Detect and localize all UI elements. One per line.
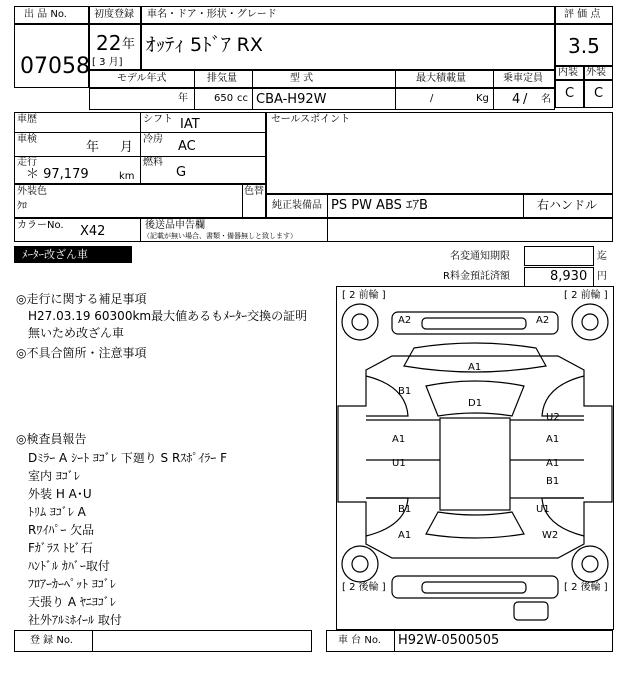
registration-number-divider: [92, 630, 93, 652]
recycle-fee-value: 8,930: [550, 269, 588, 284]
damage-mark: U1: [392, 458, 406, 469]
name-change-deadline-box: [524, 246, 594, 266]
front-bumper-inner: [422, 318, 526, 329]
report-line: Fｶﾞﾗｽ ﾄﾋﾞ石: [28, 541, 93, 555]
exterior-color-value: ｸﾛ: [17, 201, 27, 212]
damage-mark: B1: [398, 386, 412, 397]
exterior-value: C: [594, 86, 604, 101]
spec-divider: [493, 70, 494, 110]
damage-mark: A1: [398, 530, 412, 541]
rear-bumper: [392, 576, 558, 598]
first-registration-year-unit: 年: [122, 37, 136, 52]
front-bumper: [392, 312, 558, 334]
exterior-color-label: 外装色: [17, 186, 47, 197]
corner-label-rear-left: [ 2 後輪 ]: [342, 582, 386, 593]
rear-window: [426, 512, 524, 538]
exterior-color-box: [14, 184, 266, 218]
capacity-suffix: 名: [541, 94, 551, 105]
first-registration-label: 初度登録: [94, 9, 134, 20]
report-line: 天張り A ﾔﾆﾖｺﾞﾚ: [28, 595, 116, 609]
registration-number-label: 登 録 No.: [30, 635, 73, 646]
detail-col-line: [140, 112, 141, 184]
max-load-value: /: [430, 93, 434, 104]
spec-divider: [252, 70, 253, 110]
damage-mark: D1: [468, 398, 483, 409]
inspection-month: 月: [120, 140, 134, 155]
ac-value: AC: [178, 139, 196, 154]
report-line: ﾊﾝﾄﾞﾙ ｶﾊﾞｰ取付: [28, 559, 110, 573]
sales-point-label: セールスポイント: [271, 114, 351, 125]
capacity-label: 乗車定員: [503, 73, 543, 84]
model-year-unit: 年: [178, 93, 188, 104]
chassis-number-value: H92W-0500505: [398, 633, 500, 648]
diagram-frame: [337, 287, 614, 630]
inspection-label: 車検: [17, 134, 37, 145]
type-label: 型 式: [290, 73, 314, 84]
report-line: 社外ｱﾙﾐﾎｲｰﾙ 取付: [28, 613, 122, 627]
wheel-rear-right-hub: [582, 556, 598, 572]
report-line: 外装 H A･U: [28, 487, 92, 501]
recycle-fee-label: R料金預託済額: [443, 271, 510, 282]
equipment-value: PS PW ABS ｴｱB: [331, 198, 428, 213]
odometer-tamper-label: ﾒｰﾀｰ改ざん車: [22, 248, 88, 261]
running-notes-line-1: H27.03.19 60300km最大値あるもﾒｰﾀｰ交換の証明: [28, 309, 308, 323]
report-line: ﾄﾘﾑ ﾖｺﾞﾚ A: [28, 505, 86, 519]
damage-mark: U1: [536, 504, 550, 515]
wheel-front-left: [342, 304, 378, 340]
damage-mark: A1: [468, 362, 482, 373]
wheel-rear-left: [342, 546, 378, 582]
report-line: Dﾐﾗｰ A ｼｰﾄ ﾖｺﾞﾚ 下廻り S Rｽﾎﾟｲﾗｰ F: [28, 451, 228, 465]
wheel-rear-left-hub: [352, 556, 368, 572]
damage-mark: A1: [546, 434, 560, 445]
mileage-label: 走行: [17, 157, 37, 168]
displacement-value: 650: [214, 93, 234, 104]
recycle-fee-unit: 円: [597, 271, 607, 282]
defect-notes-header: ◎不具合箇所・注意事項: [16, 346, 147, 360]
inspector-report-header: ◎検査員報告: [16, 432, 87, 446]
interior-value: C: [565, 86, 575, 101]
fuel-value: G: [176, 165, 187, 180]
lot-number: 07058: [20, 54, 90, 79]
capacity-value: 4: [512, 92, 521, 107]
chassis-number-label: 車 台 No.: [338, 635, 381, 646]
fuel-label: 燃料: [143, 157, 163, 168]
displacement-unit: cc: [237, 93, 248, 104]
steering-value: 右ハンドル: [537, 198, 598, 212]
history-label: 車歴: [17, 114, 37, 125]
mileage-value: ＊ 97,179: [26, 167, 89, 182]
spec-divider: [194, 70, 195, 110]
exterior-label: 外装: [586, 67, 606, 78]
damage-mark: A1: [392, 434, 406, 445]
damage-mark: B1: [398, 504, 412, 515]
corner-label-rear-right: [ 2 後輪 ]: [564, 582, 608, 593]
model-year-label: モデル年式: [117, 73, 167, 84]
max-load-unit: Kg: [476, 93, 489, 104]
corner-label-front-left: [ 2 前輪 ]: [342, 290, 386, 301]
name-change-deadline-suffix: 迄: [597, 251, 607, 262]
running-notes-header: ◎走行に関する補足事項: [16, 292, 147, 306]
report-line: Rﾜｲﾊﾟｰ 欠品: [28, 523, 95, 537]
ac-label: 冷房: [143, 134, 163, 145]
post-report-label: 後送品申告欄: [145, 220, 205, 231]
max-load-label: 最大積載量: [416, 73, 466, 84]
wheel-front-right: [572, 304, 608, 340]
spec-divider: [395, 70, 396, 110]
color-number-divider: [140, 218, 141, 242]
spare-tire: [514, 602, 548, 620]
grade-label: 評 価 点: [564, 9, 601, 20]
color-number-divider: [327, 218, 328, 242]
wheel-front-right-hub: [582, 314, 598, 330]
equipment-divider: [327, 194, 328, 218]
report-line: 室内 ﾖｺﾞﾚ: [28, 469, 80, 483]
type-value: CBA-H92W: [256, 92, 327, 107]
damage-mark: A2: [536, 315, 550, 326]
damage-mark: A2: [398, 315, 412, 326]
displacement-label: 排気量: [207, 73, 237, 84]
chassis-number-divider: [394, 630, 395, 652]
shift-label: シフト: [143, 114, 173, 125]
color-change-divider: [242, 184, 243, 218]
mileage-unit: km: [119, 171, 135, 182]
wheel-front-left-hub: [352, 314, 368, 330]
car-name-label: 車名・ドア・形状・グレード: [147, 9, 277, 20]
lot-number-label: 出 品 No.: [24, 9, 67, 20]
car-damage-diagram: [336, 286, 614, 630]
color-number-label: カラーNo.: [17, 220, 64, 231]
damage-mark: U2: [546, 412, 560, 423]
capacity-unit: /: [523, 92, 528, 107]
interior-label: 内装: [558, 67, 578, 78]
front-right-wheel-arch: [542, 376, 584, 416]
report-line: ﾌﾛｱｰｶｰﾍﾟｯﾄ ﾖｺﾞﾚ: [28, 577, 116, 591]
wheel-rear-right: [572, 546, 608, 582]
car-name: ｵｯﾃｨ 5ﾄﾞｱ RX: [146, 34, 263, 56]
color-number-value: X42: [80, 224, 106, 239]
color-change-label: 色替: [244, 186, 264, 197]
damage-mark: A1: [546, 458, 560, 469]
grade-value: 3.5: [568, 34, 600, 58]
damage-mark: B1: [546, 476, 560, 487]
roof: [440, 418, 510, 510]
first-registration-year: 22: [96, 31, 122, 55]
post-report-note: （記載が無い場合、書類・備器無しと致します）: [143, 232, 297, 240]
inspection-year: 年: [86, 140, 100, 155]
damage-mark: W2: [542, 530, 559, 541]
body-outline: [338, 356, 612, 558]
equipment-divider: [523, 194, 524, 218]
first-registration-month: [ 3 月]: [92, 57, 123, 68]
rear-bumper-inner: [422, 582, 526, 593]
running-notes-line-2: 無いため改ざん車: [28, 326, 125, 340]
equipment-label: 純正装備品: [272, 200, 322, 211]
corner-label-front-right: [ 2 前輪 ]: [564, 290, 608, 301]
shift-value: IAT: [180, 117, 200, 132]
name-change-deadline-label: 名変通知期限: [450, 251, 510, 262]
